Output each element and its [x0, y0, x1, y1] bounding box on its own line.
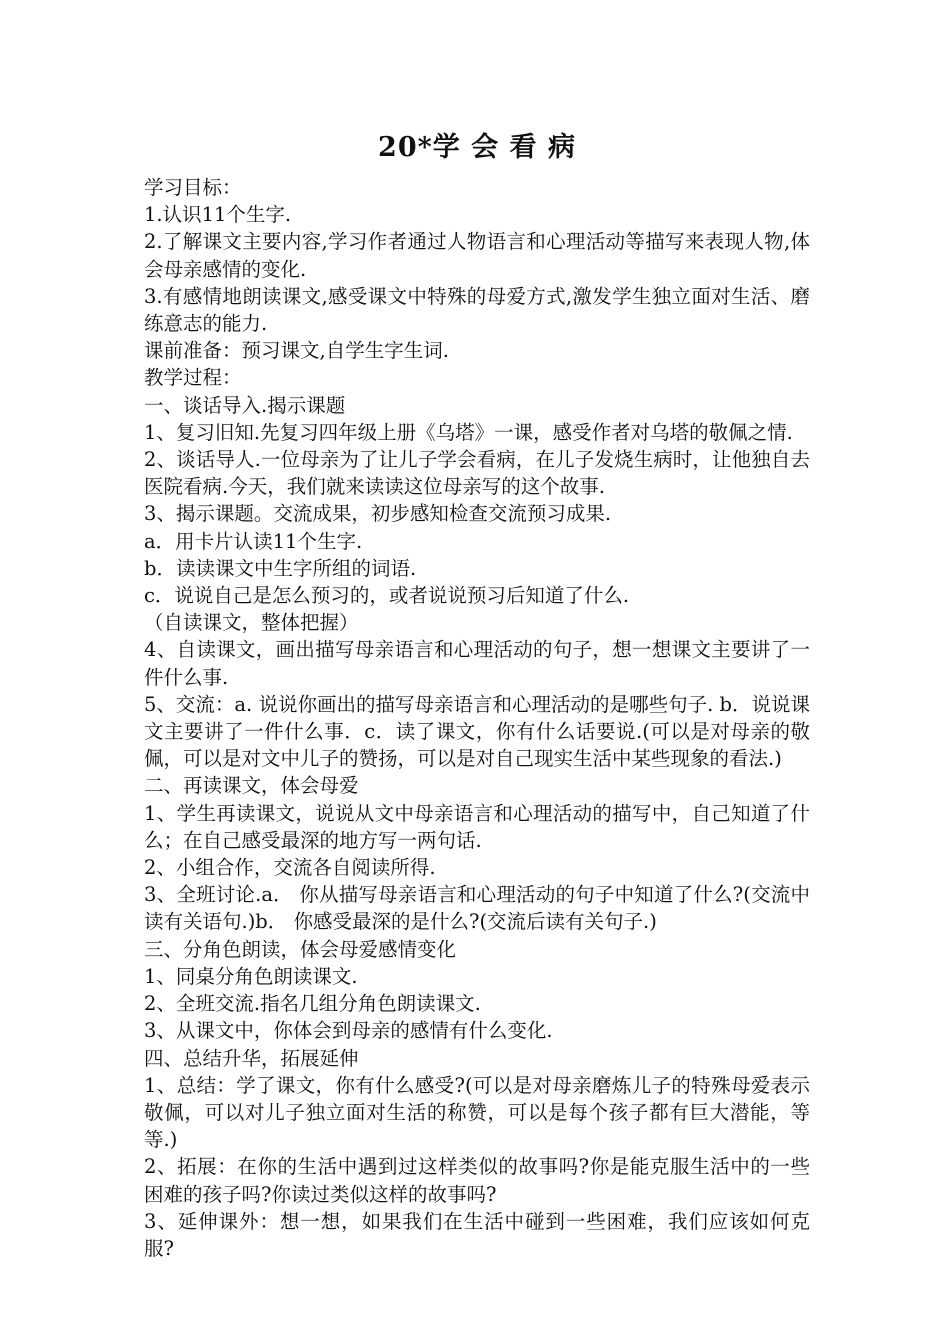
paragraph-step: 1、总结：学了课文，你有什么感受?(可以是对母亲磨炼儿子的特殊母爱表示敬佩，可以对儿子独立面对生活的称赞，可以是每个孩子都有巨大潜能，等等.) — [144, 1073, 810, 1152]
paragraph-step: 3、从课文中，你体会到母亲的感情有什么变化. — [144, 1019, 553, 1043]
paragraph-goal-1: 1.认识11个生字. — [144, 203, 292, 227]
paragraph-step: 3、揭示课题。交流成果，初步感知检查交流预习成果. — [144, 502, 612, 526]
paragraph-step: 2、拓展：在你的生活中遇到过这样类似的故事吗?你是能克服生活中的一些困难的孩子吗?你读过类似这样的故事吗? — [144, 1155, 810, 1206]
section-heading-1: 一、谈话导入.揭示课题 — [144, 393, 346, 417]
section-heading-3: 三、分角色朗读，体会母爱感情变化 — [144, 937, 457, 961]
document-page — [144, 128, 810, 1262]
paragraph-goal-2: 2.了解课文主要内容,学习作者通过人物语言和心理活动等描写来表现人物,体会母亲感情的变化. — [144, 230, 810, 281]
paragraph-process-heading: 教学过程： — [144, 366, 242, 390]
section-heading-4: 四、总结升华，拓展延伸 — [144, 1046, 359, 1070]
paragraph-step: 2、小组合作，交流各自阅读所得. — [144, 856, 436, 880]
paragraph-substep: c．说说自己是怎么预习的，或者说说预习后知道了什么. — [144, 584, 630, 608]
paragraph-step: 3、延伸课外：想一想，如果我们在生活中碰到一些困难，我们应该如何克服? — [144, 1209, 810, 1260]
paragraph-step: 4、自读课文，画出描写母亲语言和心理活动的句子，想一想课文主要讲了一件什么事. — [144, 638, 810, 689]
paragraph-step: 3、全班讨论.a． 你从描写母亲语言和心理活动的句子中知道了什么?(交流中读有关语句.)b． 你感受最深的是什么?(交流后读有关句子.) — [144, 883, 810, 934]
document-body — [144, 174, 810, 1262]
document-title: 20*学 会 看 病 — [378, 132, 576, 163]
paragraph-preparation: 课前准备：预习课文,自学生字生词. — [144, 339, 449, 363]
paragraph-learning-goals-heading: 学习目标： — [144, 176, 242, 199]
paragraph-step: 1、同桌分角色朗读课文. — [144, 964, 358, 988]
paragraph-subheading: （自读课文，整体把握） — [144, 611, 359, 635]
paragraph-step: 2、谈话导人.一位母亲为了让儿子学会看病，在儿子发烧生病时，让他独自去医院看病.今天，我们就来读读这位母亲写的这个故事. — [144, 448, 810, 499]
paragraph-substep: a．用卡片认读11个生字. — [144, 529, 363, 553]
paragraph-step: 5、交流：a. 说说你画出的描写母亲语言和心理活动的是哪些句子. b．说说课文主要讲了一件什么事．c．读了课文，你有什么话要说.(可以是对母亲的敬佩，可以是对文中儿子的赞扬，可以是对自己现实生活中某些现象的看法.) — [144, 692, 810, 771]
paragraph-step: 1、复习旧知.先复习四年级上册《乌塔》一课，感受作者对乌塔的敬佩之情. — [144, 420, 793, 444]
paragraph-substep: b．读读课文中生字所组的词语. — [144, 556, 417, 580]
paragraph-goal-3: 3.有感情地朗读课文,感受课文中特殊的母爱方式,激发学生独立面对生活、磨练意志的能力. — [144, 284, 810, 336]
section-heading-2: 二、再读课文，体会母爱 — [144, 774, 359, 798]
paragraph-step: 2、全班交流.指名几组分角色朗读课文. — [144, 992, 481, 1016]
paragraph-step: 1、学生再读课文，说说从文中母亲语言和心理活动的描写中，自己知道了什么；在自己感受最深的地方写一两句话. — [144, 801, 810, 852]
